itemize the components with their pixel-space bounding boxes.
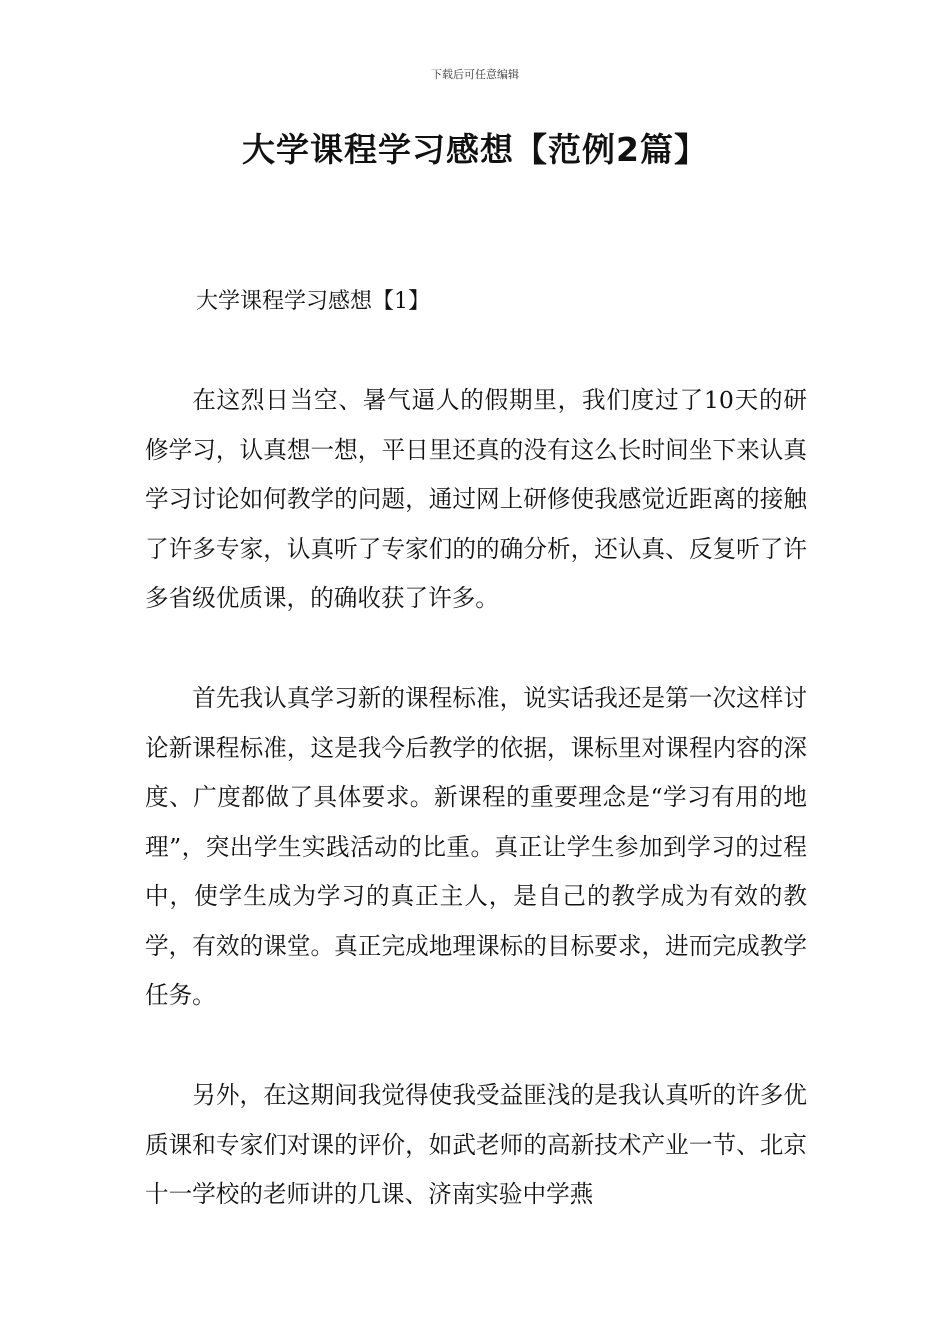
section-heading: 大学课程学习感想【1】 [196, 289, 430, 314]
body-paragraph-2: 首先我认真学习新的课程标准，说实话我还是第一次这样讨论新课程标准，这是我今后教学的依据，课标里对课程内容的深度、广度都做了具体要求。新课程的重要理念是“学习有用的地理”，突出学生实践活动的比重。真正让学生参加到学习的过程中，使学生成为学习的真正主人，是自己的教学成为有效的教学，有效的课堂。真正完成地理课标的目标要求，进而完成教学任务。 [145, 684, 807, 1009]
document-title: 大学课程学习感想【范例2篇】 [242, 130, 708, 169]
body-paragraph-1: 在这烈日当空、暑气逼人的假期里，我们度过了10天的研修学习，认真想一想，平日里还真的没有这么长时间坐下来认真学习讨论如何教学的问题，通过网上研修使我感觉近距离的接触了许多专家，认真听了专家们的的确分析，还认真、反复听了许多省级优质课，的确收获了许多。 [145, 386, 807, 612]
header-note: 下载后可任意编辑 [431, 68, 519, 81]
body-paragraph-3: 另外，在这期间我觉得使我受益匪浅的是我认真听的许多优质课和专家们对课的评价，如武老师的高新技术产业一节、北京十一学校的老师讲的几课、济南实验中学燕 [145, 1081, 807, 1208]
